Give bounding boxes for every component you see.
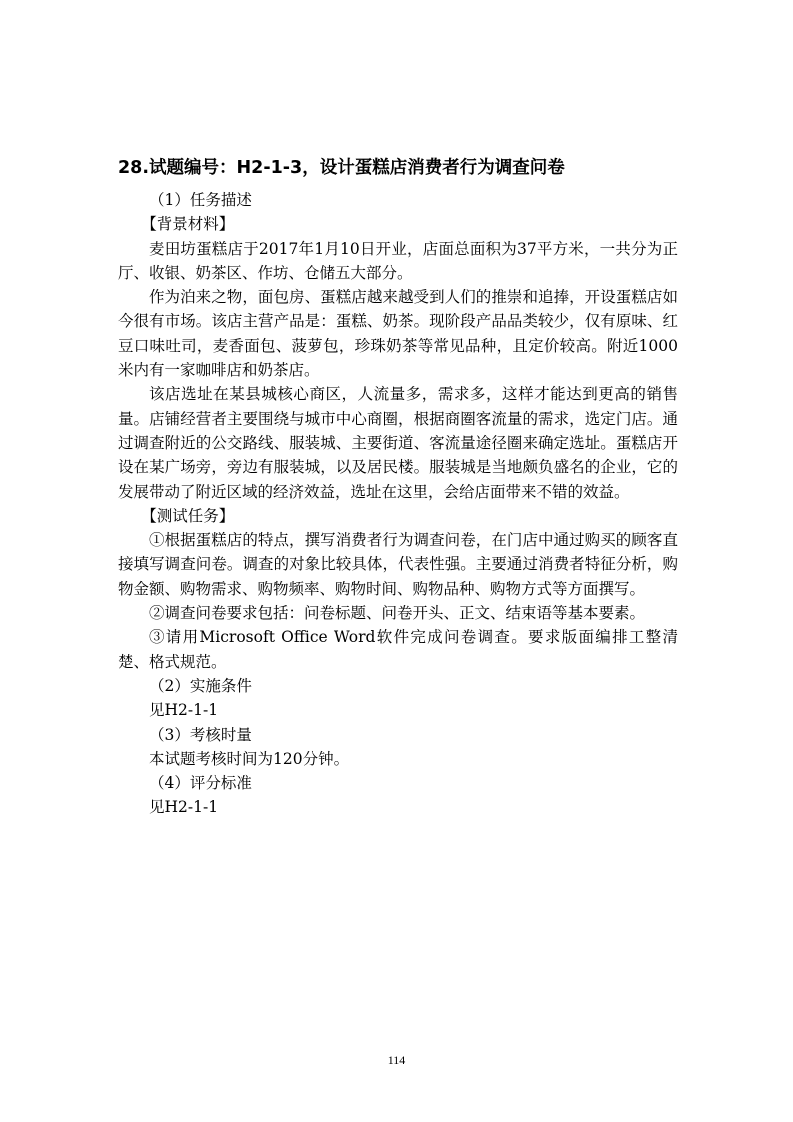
page-title: 28.试题编号：H2-1-3，设计蛋糕店消费者行为调查问卷 <box>118 158 565 178</box>
criteria-heading: （4）评分标准 <box>149 774 252 793</box>
test-task-item: ①根据蛋糕店的特点，撰写消费者行为调查问卷，在门店中通过购买的顾客直接填写调查问卷。调查的对象比较具体，代表性强。主要通过消费者特征分析，购物金额、购物需求、购物频率、购物时间、购物品种、购物方式等方面撰写。 <box>118 531 678 598</box>
background-paragraph: 麦田坊蛋糕店于2017年1月10日开业，店面总面积为37平方米，一共分为正厅、收银、奶茶区、作坊、仓储五大部分。 <box>118 239 678 282</box>
test-task-heading: 【测试任务】 <box>141 506 235 525</box>
background-paragraph: 作为泊来之物，面包房、蛋糕店越来越受到人们的推崇和追捧，开设蛋糕店如今很有市场。该店主营产品是：蛋糕、奶茶。现阶段产品品类较少，仅有原味、红豆口味吐司，麦香面包、菠萝包，珍珠奶茶等常见品种，且定价较高。附近1000米内有一家咖啡店和奶茶店。 <box>118 288 678 380</box>
document-body <box>118 188 678 820</box>
test-task-item: ③请用Microsoft Office Word软件完成问卷调查。要求版面编排工整清楚、格式规范。 <box>118 628 678 671</box>
background-paragraph: 该店选址在某县城核心商区，人流量多，需求多，这样才能达到更高的销售量。店铺经营者主要围绕与城市中心商圈，根据商圈客流量的需求，选定门店。通过调查附近的公交路线、服装城、主要街道、客流量途径圈来确定选址。蛋糕店开设在某广场旁，旁边有服装城，以及居民楼。服装城是当地颇负盛名的企业，它的发展带动了附近区域的经济效益，选址在这里，会给店面带来不错的效益。 <box>118 385 678 501</box>
page-number: 114 <box>387 1053 406 1067</box>
test-task-item: ②调查问卷要求包括：问卷标题、问卷开头、正文、结束语等基本要素。 <box>149 604 646 623</box>
conditions-heading: （2）实施条件 <box>149 676 252 695</box>
criteria-text: 见H2-1-1 <box>149 798 219 817</box>
time-heading: （3）考核时量 <box>149 725 252 744</box>
task-description-heading: （1）任务描述 <box>149 191 252 209</box>
time-text: 本试题考核时间为120分钟。 <box>149 749 350 768</box>
background-heading: 【背景材料】 <box>141 215 235 234</box>
conditions-text: 见H2-1-1 <box>149 701 219 720</box>
